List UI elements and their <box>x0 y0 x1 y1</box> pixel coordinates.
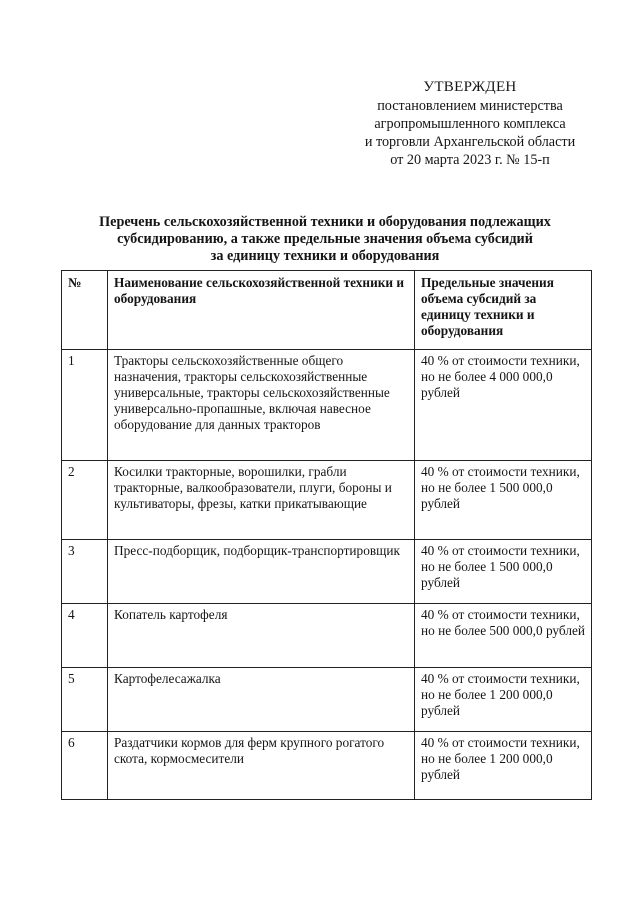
row-number: 5 <box>62 668 108 732</box>
row-number: 6 <box>62 732 108 800</box>
row-number: 2 <box>62 461 108 540</box>
row-name: Раздатчики кормов для ферм крупного рогатого скота, кормосмесители <box>108 732 415 800</box>
title-line: субсидированию, а также предельные значения объема субсидий <box>117 231 533 247</box>
table-row <box>62 540 592 604</box>
approval-heading: УТВЕРЖДЕН <box>423 79 517 95</box>
row-number: 1 <box>62 350 108 461</box>
header-name: Наименование сельскохозяйственной техники и оборудования <box>108 271 415 350</box>
approval-line: и торговли Архангельской области <box>364 134 576 150</box>
approval-line: постановлением министерства <box>377 98 563 114</box>
title-line: за единицу техники и оборудования <box>210 248 440 264</box>
row-number: 3 <box>62 540 108 604</box>
row-value: 40 % от стоимости техники, но не более 500 000,0 рублей <box>415 604 592 668</box>
document-title <box>60 214 590 265</box>
row-name: Пресс-подборщик, подборщик-транспортировщик <box>108 540 415 604</box>
header-number: № <box>62 271 108 350</box>
title-line: Перечень сельскохозяйственной техники и оборудования подлежащих <box>99 214 551 230</box>
row-value: 40 % от стоимости техники, но не более 1 200 000,0 рублей <box>415 668 592 732</box>
table-row <box>62 732 592 800</box>
row-value: 40 % от стоимости техники, но не более 1 200 000,0 рублей <box>415 732 592 800</box>
table-row <box>62 461 592 540</box>
row-value: 40 % от стоимости техники, но не более 1 500 000,0 рублей <box>415 540 592 604</box>
table-row <box>62 604 592 668</box>
row-value: 40 % от стоимости техники, но не более 4 000 000,0 рублей <box>415 350 592 461</box>
row-name: Копатель картофеля <box>108 604 415 668</box>
equipment-table <box>61 270 592 800</box>
approval-line: от 20 марта 2023 г. № 15-п <box>390 152 550 168</box>
approval-line: агропромышленного комплекса <box>374 116 566 132</box>
row-name: Картофелесажалка <box>108 668 415 732</box>
table-row <box>62 350 592 461</box>
approval-block <box>330 78 610 169</box>
table-header-row <box>62 271 592 350</box>
header-value: Предельные значения объема субсидий за единицу техники и оборудования <box>415 271 592 350</box>
table-row <box>62 668 592 732</box>
row-value: 40 % от стоимости техники, но не более 1 500 000,0 рублей <box>415 461 592 540</box>
row-number: 4 <box>62 604 108 668</box>
row-name: Тракторы сельскохозяйственные общего назначения, тракторы сельскохозяйственные универсальные, тракторы сельскохозяйственные универсально-пропашные, включая навесное оборудование для данных тракторов <box>108 350 415 461</box>
row-name: Косилки тракторные, ворошилки, грабли тракторные, валкообразователи, плуги, бороны и культиваторы, фрезы, катки прикатывающие <box>108 461 415 540</box>
